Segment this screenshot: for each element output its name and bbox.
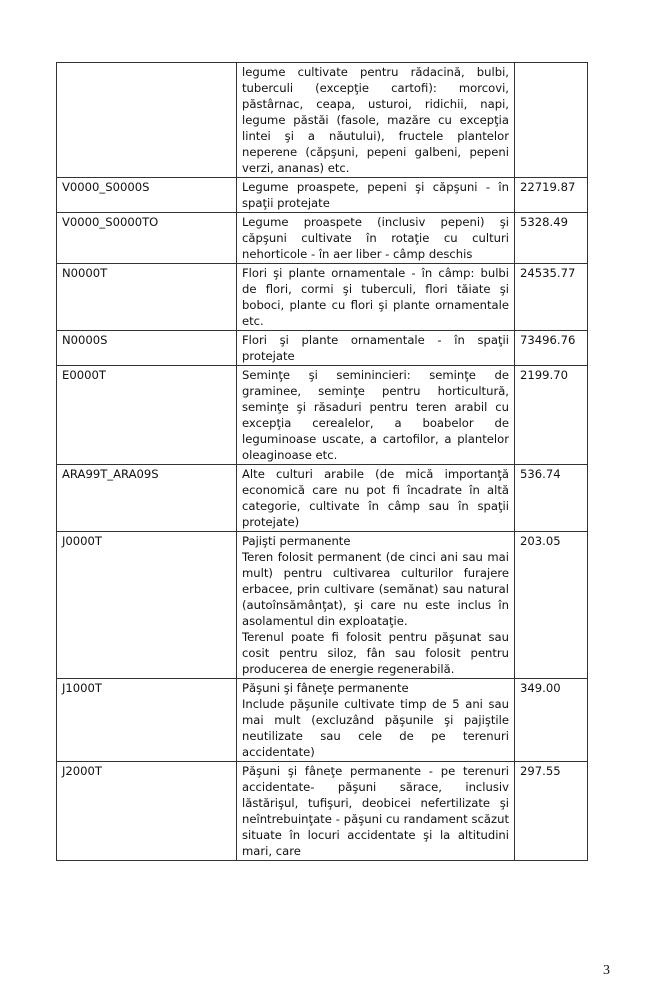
table-row bbox=[57, 178, 588, 213]
category-code bbox=[57, 63, 237, 178]
category-code: V0000_S0000S bbox=[57, 178, 237, 213]
category-code: J1000T bbox=[57, 679, 237, 762]
table-row bbox=[57, 532, 588, 679]
crop-category-table bbox=[56, 62, 588, 861]
table-row bbox=[57, 366, 588, 465]
category-description: Flori şi plante ornamentale - în spaţii protejate bbox=[237, 331, 515, 366]
category-value: 297.55 bbox=[515, 762, 588, 861]
category-description: Legume proaspete (inclusiv pepeni) şi căpşuni cultivate în rotaţie cu culturi nehorticole - în aer liber - câmp deschis bbox=[237, 213, 515, 264]
category-description bbox=[237, 532, 515, 679]
category-description: legume cultivate pentru rădacină, bulbi, tuberculi (excepţie cartofi): morcovi, păstârnac, ceapa, usturoi, ridichii, napi, legume păstăi (fasole, mazăre cu excepţia lintei şi a năutului), fructele plantelor neperene (căpşuni, pepeni galbeni, pepeni verzi, ananas) etc. bbox=[237, 63, 515, 178]
description-paragraph: Terenul poate fi folosit pentru păşunat sau cosit pentru siloz, fân sau folosit pentru producerea de energie regenerabilă. bbox=[242, 630, 509, 676]
category-description: Păşuni şi fâneţe permanente - pe terenuri accidentate- păşuni sărace, inclusiv lăstărişul, tufişuri, deobicei nefertilizate şi neîntrebuinţate - păşuni cu randament scăzut situate în locuri accidentate şi la altitudini mari, care bbox=[237, 762, 515, 861]
description-paragraph: Teren folosit permanent (de cinci ani sau mai mult) pentru cultivarea culturilor furajere erbacee, prin cultivare (semănat) sau natural (autoînsămânţat), şi care nu este inclus în asolamentul din exploataţie. bbox=[242, 550, 509, 628]
table-row bbox=[57, 331, 588, 366]
table-row bbox=[57, 63, 588, 178]
table-row bbox=[57, 465, 588, 532]
category-description bbox=[237, 679, 515, 762]
table-row bbox=[57, 762, 588, 861]
category-value: 5328.49 bbox=[515, 213, 588, 264]
description-line: Păşuni şi fâneţe permanente bbox=[242, 681, 409, 695]
category-code: V0000_S0000TO bbox=[57, 213, 237, 264]
description-paragraph: Include păşunile cultivate timp de 5 ani sau mai mult (excluzând păşunile şi pajiştile neutilizate sau cele de pe terenuri accidentate) bbox=[242, 697, 509, 759]
category-value: 536.74 bbox=[515, 465, 588, 532]
category-code: J2000T bbox=[57, 762, 237, 861]
category-code: N0000T bbox=[57, 264, 237, 331]
category-value: 22719.87 bbox=[515, 178, 588, 213]
table-row bbox=[57, 213, 588, 264]
category-description: Legume proaspete, pepeni şi căpşuni - în spaţii protejate bbox=[237, 178, 515, 213]
description-line: Pajişti permanente bbox=[242, 534, 351, 548]
category-description: Flori şi plante ornamentale - în câmp: bulbi de flori, cormi şi tuberculi, flori tăiate şi boboci, plante cu flori şi plante ornamentale etc. bbox=[237, 264, 515, 331]
category-description: Seminţe şi seminincieri: seminţe de graminee, seminţe pentru horticultură, seminţe şi răsaduri pentru teren arabil cu excepţia cerealelor, a boabelor de leguminoase uscate, a cartofilor, a plantelor oleaginoase etc. bbox=[237, 366, 515, 465]
table-row bbox=[57, 264, 588, 331]
category-value: 203.05 bbox=[515, 532, 588, 679]
category-value: 24535.77 bbox=[515, 264, 588, 331]
category-value: 73496.76 bbox=[515, 331, 588, 366]
category-description: Alte culturi arabile (de mică importanţă economică care nu pot fi încadrate în altă categorie, cultivate în câmp sau în spaţii protejate) bbox=[237, 465, 515, 532]
category-value: 349.00 bbox=[515, 679, 588, 762]
category-code: N0000S bbox=[57, 331, 237, 366]
page-number: 3 bbox=[603, 963, 610, 978]
category-code: ARA99T_ARA09S bbox=[57, 465, 237, 532]
category-code: J0000T bbox=[57, 532, 237, 679]
category-code: E0000T bbox=[57, 366, 237, 465]
table-row bbox=[57, 679, 588, 762]
category-value: 2199.70 bbox=[515, 366, 588, 465]
category-value bbox=[515, 63, 588, 178]
